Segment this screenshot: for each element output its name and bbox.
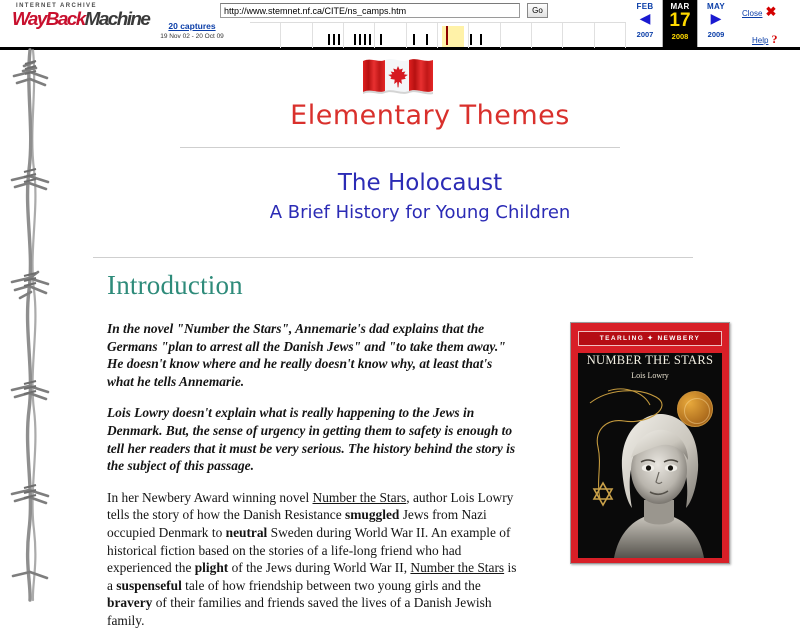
barbed-wire-border-icon bbox=[0, 50, 60, 600]
previous-month-label: FEB bbox=[636, 2, 654, 11]
next-month-label: MAY bbox=[707, 2, 725, 11]
timeline-capture-bar[interactable] bbox=[333, 34, 335, 45]
wayback-logo-part2: Machine bbox=[84, 9, 150, 29]
archived-page-body bbox=[0, 50, 800, 628]
timeline-month-cell[interactable] bbox=[532, 23, 563, 48]
site-title: Elementary Themes bbox=[290, 100, 570, 131]
captures-count-link[interactable]: 20 captures bbox=[168, 21, 216, 31]
book-cover-banner: TEARLING ✦ NEWBERY bbox=[578, 331, 722, 346]
close-link[interactable]: Close bbox=[742, 9, 763, 18]
timeline-capture-bar[interactable] bbox=[413, 34, 415, 45]
p3-bold-suspenseful: suspenseful bbox=[116, 577, 182, 593]
p3-book-title-2: Number the Stars bbox=[410, 560, 505, 576]
next-month-button[interactable] bbox=[698, 0, 734, 47]
p3-book-title-1: Number the Stars bbox=[312, 489, 407, 505]
previous-year-label: 2007 bbox=[636, 30, 654, 39]
current-month-label: MAR bbox=[670, 2, 690, 11]
necklace-illustration bbox=[578, 381, 738, 541]
next-year-label: 2009 bbox=[707, 30, 725, 39]
timeline-month-cell[interactable] bbox=[595, 23, 626, 48]
help-row bbox=[752, 30, 777, 48]
book-cover-number-the-stars bbox=[570, 322, 730, 564]
page-content bbox=[60, 50, 800, 628]
timeline-month-cell[interactable] bbox=[469, 23, 500, 48]
p3-segment-7: tale of how friendship between two young girls and the bbox=[181, 577, 481, 593]
timeline-capture-bar[interactable] bbox=[359, 34, 361, 45]
wayback-logo[interactable] bbox=[12, 3, 150, 41]
timeline-capture-bar[interactable] bbox=[470, 34, 472, 45]
previous-month-button[interactable] bbox=[628, 0, 662, 47]
p3-bold-plight: plight bbox=[194, 560, 229, 576]
p3-segment-3: Jews from Nazi occupied Denmark to bbox=[107, 507, 487, 540]
section-heading-introduction: Introduction bbox=[107, 270, 243, 300]
captures-block bbox=[136, 21, 248, 40]
previous-arrow-icon[interactable]: ◀ bbox=[639, 12, 651, 27]
timeline-capture-bar[interactable] bbox=[480, 34, 482, 45]
url-bar-row bbox=[220, 3, 555, 19]
document-title: The Holocaust bbox=[337, 170, 503, 196]
timeline-capture-bar[interactable] bbox=[364, 34, 366, 45]
p3-segment-4: Sweden during World War II. An example of historical fiction based on the stories of a life-long friend who had experienced the bbox=[107, 524, 511, 576]
paragraph-3 bbox=[107, 489, 517, 630]
current-day-label: 17 bbox=[669, 10, 691, 31]
url-input[interactable] bbox=[220, 3, 520, 18]
timeline-capture-bar[interactable] bbox=[380, 34, 382, 45]
internet-archive-label: INTERNET ARCHIVE bbox=[16, 3, 97, 9]
p3-bold-neutral: neutral bbox=[225, 524, 268, 540]
capture-timeline[interactable] bbox=[250, 22, 626, 47]
timeline-month-cell[interactable] bbox=[281, 23, 312, 48]
p3-segment-1: In her Newbery Award winning novel bbox=[107, 489, 313, 505]
p3-segment-6: is a bbox=[107, 560, 517, 593]
close-icon[interactable]: ✖ bbox=[765, 4, 777, 19]
divider-middle bbox=[93, 257, 693, 258]
wayback-machine-wordmark bbox=[12, 9, 150, 29]
timeline-capture-bar[interactable] bbox=[446, 26, 448, 45]
next-arrow-icon[interactable]: ▶ bbox=[710, 12, 722, 27]
timeline-month-cell[interactable] bbox=[250, 23, 281, 48]
timeline-month-cell[interactable] bbox=[407, 23, 438, 48]
captures-date-range: 19 Nov 02 - 20 Oct 09 bbox=[160, 33, 224, 40]
help-icon[interactable]: ? bbox=[771, 32, 778, 46]
current-capture-date[interactable] bbox=[662, 0, 698, 47]
wayback-logo-part1: WayBack bbox=[12, 9, 85, 29]
timeline-capture-bar[interactable] bbox=[369, 34, 371, 45]
date-navigator bbox=[628, 0, 736, 47]
paragraph-2: Lois Lowry doesn't explain what is really happening to the Jews in Denmark. But, the sense of urgency in getting them to safety is enough to tell her readers that it must be very serious. The history behind the story is the subject of this passage. bbox=[107, 405, 516, 474]
timeline-capture-bar[interactable] bbox=[354, 34, 356, 45]
book-cover-author: Lois Lowry bbox=[631, 371, 669, 380]
document-subtitle: A Brief History for Young Children bbox=[269, 202, 571, 223]
p3-segment-8: of their families and friends saved the lives of a Danish Jewish family. bbox=[107, 595, 492, 628]
timeline-capture-bar[interactable] bbox=[328, 34, 330, 45]
help-link[interactable]: Help bbox=[752, 36, 769, 45]
star-of-david-icon bbox=[590, 481, 616, 507]
p3-bold-smuggled: smuggled bbox=[345, 507, 400, 523]
book-cover-title: NUMBER THE STARS bbox=[586, 353, 714, 367]
canadian-flag-icon bbox=[355, 53, 445, 97]
close-row bbox=[742, 3, 776, 21]
book-cover-artwork bbox=[578, 353, 722, 558]
article-text bbox=[107, 320, 517, 644]
timeline-month-cell[interactable] bbox=[501, 23, 532, 48]
timeline-month-cell[interactable] bbox=[563, 23, 594, 48]
wayback-machine-toolbar bbox=[0, 0, 800, 50]
timeline-capture-bar[interactable] bbox=[426, 34, 428, 45]
current-year-label: 2008 bbox=[671, 32, 689, 41]
p3-segment-2: , author Lois Lowry tells the story of how the Danish Resistance bbox=[107, 489, 514, 523]
timeline-capture-bar[interactable] bbox=[338, 34, 340, 45]
divider-top bbox=[180, 147, 620, 148]
go-button[interactable]: Go bbox=[527, 3, 548, 18]
paragraph-1: In the novel "Number the Stars", Annemarie's dad explains that the Germans "plan to arrest all the Danish Jews" and "to take them away." He doesn't know where and he really doesn't know why, at least that's what he tells Annemarie. bbox=[107, 321, 506, 389]
p3-segment-5: of the Jews during World War II, bbox=[228, 560, 411, 576]
p3-bold-bravery: bravery bbox=[107, 595, 153, 611]
